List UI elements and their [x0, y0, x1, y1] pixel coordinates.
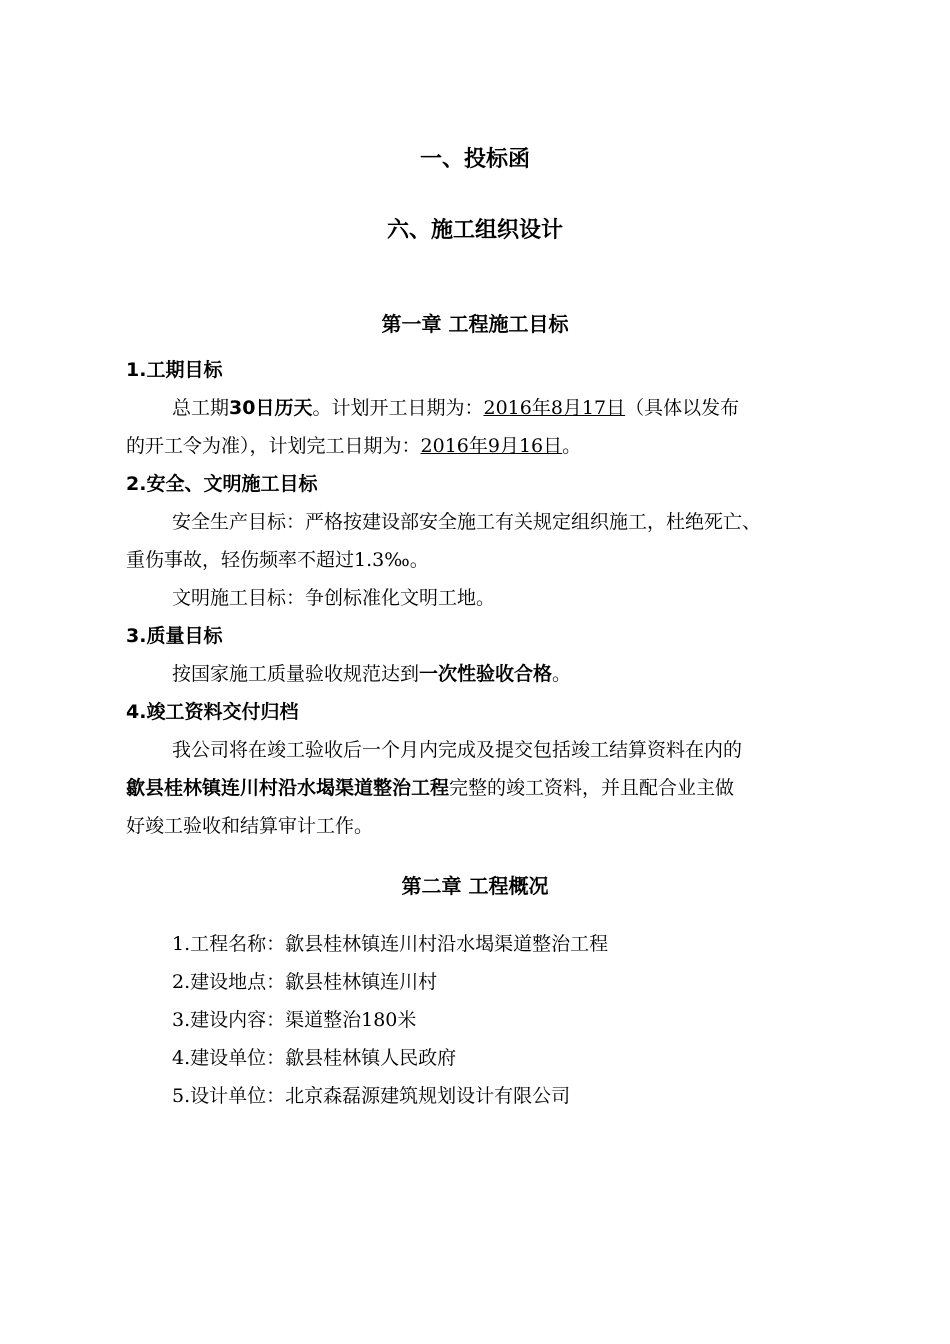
overview-item: 1.工程名称：歙县桂林镇连川村沿水堨渠道整治工程	[172, 933, 609, 955]
overview-item: 3.建设内容：渠道整治180米	[172, 1009, 417, 1031]
schedule-text: （具体以发布	[625, 397, 740, 419]
section-heading-safety: 2.安全、文明施工目标	[126, 473, 318, 495]
title-bid-letter: 一、投标函	[419, 147, 530, 172]
overview-item: 4.建设单位：歙县桂林镇人民政府	[172, 1047, 457, 1069]
schedule-text: 。	[562, 435, 582, 457]
archive-paragraph-line-3: 好竣工验收和结算审计工作。	[126, 815, 374, 837]
quality-text: 按国家施工质量验收规范达到	[172, 663, 420, 685]
archive-paragraph-line-1: 我公司将在竣工验收后一个月内完成及提交包括竣工结算资料在内的	[172, 739, 743, 761]
archive-text: 完整的竣工资料，并且配合业主做	[449, 777, 735, 799]
schedule-paragraph-line-1	[172, 394, 739, 422]
overview-item: 2.建设地点：歙县桂林镇连川村	[172, 971, 438, 993]
civilized-construction-goal: 文明施工目标：争创标准化文明工地。	[172, 587, 496, 609]
chapter-one-title: 第一章 工程施工目标	[381, 312, 569, 336]
chapter-two-title: 第二章 工程概况	[401, 874, 549, 898]
quality-paragraph	[172, 660, 571, 688]
schedule-text: 总工期	[172, 397, 230, 419]
start-date: 2016年8月17日	[483, 397, 626, 419]
quality-text: 。	[552, 663, 572, 685]
project-name: 歙县桂林镇连川村沿水堨渠道整治工程	[126, 777, 450, 799]
total-duration: 30日历天	[229, 397, 313, 419]
end-date: 2016年9月16日	[420, 435, 563, 457]
section-heading-schedule: 1.工期目标	[126, 359, 223, 381]
schedule-text: 的开工令为准），计划完工日期为：	[126, 435, 421, 457]
safety-paragraph-line-2: 重伤事故，轻伤频率不超过1.3‰。	[126, 549, 429, 571]
schedule-paragraph-line-2	[126, 432, 581, 460]
schedule-text: 。计划开工日期为：	[312, 397, 484, 419]
archive-paragraph-line-2	[126, 774, 734, 802]
overview-item: 5.设计单位：北京森磊源建筑规划设计有限公司	[172, 1085, 571, 1107]
section-heading-quality: 3.质量目标	[126, 625, 223, 647]
title-construction-design: 六、施工组织设计	[386, 218, 563, 243]
safety-paragraph-line-1: 安全生产目标：严格按建设部安全施工有关规定组织施工，杜绝死亡、	[172, 511, 762, 533]
quality-target: 一次性验收合格	[419, 663, 553, 685]
section-heading-archive: 4.竣工资料交付归档	[126, 701, 299, 723]
